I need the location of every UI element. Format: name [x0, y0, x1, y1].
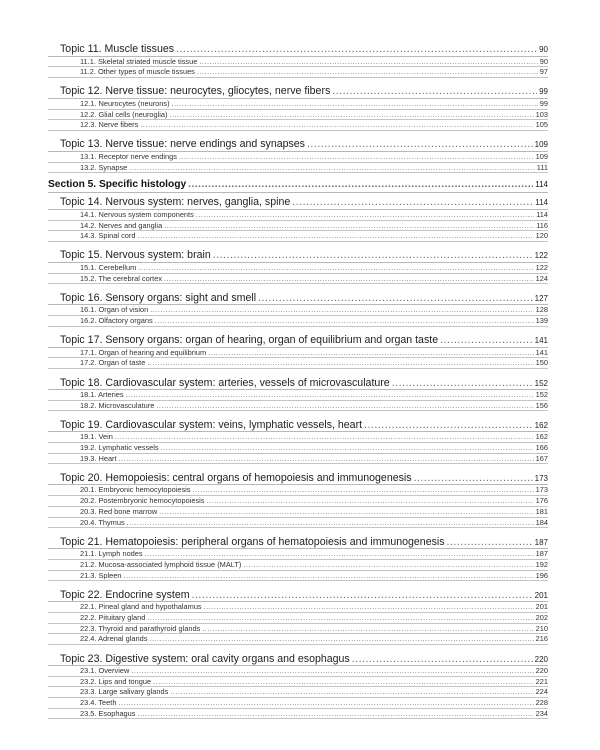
toc-entry-title: 22.4. Adrenal glands: [80, 634, 148, 644]
toc-entry-title: 23.3. Large salivary glands: [80, 687, 169, 697]
toc-topic-entry[interactable]: [48, 292, 548, 306]
toc-entry-title: Topic 16. Sensory organs: sight and smell: [60, 291, 257, 304]
toc-entry-title: 14.2. Nerves and ganglia: [80, 220, 163, 230]
toc-entry-page-number: 166: [535, 443, 548, 453]
toc-entry-title: Topic 22. Endocrine system: [60, 588, 190, 601]
toc-entry-page-number: 156: [535, 400, 548, 410]
toc-entry-title: Topic 23. Digestive system: oral cavity organs and esophagus: [60, 652, 350, 665]
toc-sub-entry[interactable]: [48, 518, 548, 529]
toc-spacer: [48, 464, 548, 472]
toc-entry-page-number: 109: [535, 151, 548, 161]
dot-leader: [204, 602, 534, 611]
toc-sub-entry[interactable]: [48, 624, 548, 635]
toc-sub-entry[interactable]: [48, 698, 548, 709]
toc-entry-title: 11.2. Other types of muscle tissues: [80, 67, 195, 77]
toc-sub-entry[interactable]: [48, 602, 548, 613]
toc-entry-title: 21.2. Mucosa-associated lymphoid tissue (MALT): [80, 559, 242, 569]
toc-entry-page-number: 216: [535, 634, 548, 644]
toc-entry-page-number: 99: [539, 98, 548, 108]
toc-sub-entry[interactable]: [48, 221, 548, 232]
dot-leader: [172, 99, 538, 108]
dot-leader: [115, 432, 534, 441]
dot-leader: [150, 305, 533, 314]
toc-entry-title: Topic 15. Nervous system: brain: [60, 249, 211, 262]
toc-sub-entry[interactable]: [48, 110, 548, 121]
dot-leader: [193, 485, 534, 494]
toc-entry-title: Topic 17. Sensory organs: organ of hearing, organ of equilibrium and organ taste: [60, 334, 439, 347]
toc-entry-page-number: 139: [535, 315, 548, 325]
toc-entry-title: Topic 12. Nerve tissue: neurocytes, gliocytes, nerve fibers: [60, 85, 331, 98]
toc-entry-title: 15.1. Cerebellum: [80, 262, 137, 272]
dot-leader: [364, 419, 533, 431]
toc-spacer: [48, 411, 548, 419]
toc-sub-entry[interactable]: [48, 560, 548, 571]
toc-entry-page-number: 127: [534, 293, 548, 303]
dot-leader: [149, 634, 533, 643]
toc-section-entry[interactable]: [48, 178, 548, 193]
toc-entry-page-number: 181: [535, 506, 548, 516]
toc-entry-page-number: 97: [539, 67, 548, 77]
toc-entry-page-number: 201: [534, 590, 548, 600]
toc-sub-entry[interactable]: [48, 454, 548, 465]
toc-sub-entry[interactable]: [48, 666, 548, 677]
toc-entry-title: 23.4. Teeth: [80, 698, 117, 708]
toc-entry-page-number: 196: [535, 570, 548, 580]
dot-leader: [147, 358, 533, 367]
toc-sub-entry[interactable]: [48, 507, 548, 518]
toc-entry-page-number: 187: [535, 549, 548, 559]
toc-sub-entry[interactable]: [48, 687, 548, 698]
toc-entry-title: 15.2. The cerebral cortex: [80, 273, 163, 283]
toc-entry-page-number: 192: [535, 559, 548, 569]
toc-entry-title: 17.1. Organ of hearing and equilibrium: [80, 347, 207, 357]
dot-leader: [213, 249, 533, 261]
toc-sub-entry[interactable]: [48, 67, 548, 78]
toc-entry-page-number: 122: [535, 262, 548, 272]
dot-leader: [258, 292, 533, 304]
toc-entry-title: 16.2. Olfactory organs: [80, 315, 153, 325]
toc-entry-page-number: 167: [535, 453, 548, 463]
toc-sub-entry[interactable]: [48, 432, 548, 443]
dot-leader: [138, 263, 533, 272]
toc-entry-page-number: 152: [534, 378, 548, 388]
toc-topic-entry[interactable]: [48, 653, 548, 667]
toc-entry-page-number: 152: [535, 390, 548, 399]
toc-entry-title: 20.3. Red bone marrow: [80, 506, 158, 516]
dot-leader: [127, 518, 534, 527]
toc-entry-title: Topic 19. Cardiovascular system: veins, lymphatic vessels, heart: [60, 418, 363, 431]
toc-entry-page-number: 90: [539, 45, 548, 54]
toc-entry-page-number: 184: [535, 517, 548, 527]
dot-leader: [124, 571, 534, 580]
toc-topic-entry[interactable]: [48, 419, 548, 433]
toc-entry-page-number: 234: [535, 708, 548, 718]
toc-entry-title: 14.1. Nervous system components: [80, 209, 194, 219]
dot-leader: [292, 196, 533, 208]
toc-sub-entry[interactable]: [48, 152, 548, 163]
dot-leader: [164, 221, 534, 230]
toc-sub-entry[interactable]: [48, 99, 548, 110]
toc-entry-page-number: 105: [535, 120, 548, 130]
toc-topic-entry[interactable]: [48, 377, 548, 391]
toc-entry-page-number: 176: [535, 496, 548, 506]
toc-entry-title: 21.1. Lymph nodes: [80, 549, 143, 559]
toc-entry-title: 18.2. Microvasculature: [80, 400, 155, 410]
toc-entry-page-number: 111: [536, 162, 548, 172]
toc-entry-title: 19.1. Vein: [80, 432, 113, 442]
toc-entry-page-number: 114: [535, 198, 548, 208]
toc-entry-page-number: 224: [535, 687, 548, 697]
dot-leader: [192, 589, 533, 601]
toc-entry-title: 19.2. Lymphatic vessels: [80, 443, 159, 453]
toc-topic-entry[interactable]: [48, 196, 548, 210]
toc-entry-page-number: 150: [535, 358, 548, 368]
toc-entry-page-number: 220: [534, 654, 548, 664]
dot-leader: [137, 709, 533, 718]
toc-entry-page-number: 162: [535, 432, 548, 442]
dot-leader: [199, 57, 537, 66]
dot-leader: [176, 43, 537, 55]
toc-entry-title: 20.1. Embryonic hemocytopoiesis: [80, 485, 191, 495]
toc-spacer: [48, 284, 548, 292]
toc-entry-title: 18.1. Arteries: [80, 390, 124, 399]
toc-entry-page-number: 128: [535, 305, 548, 315]
toc-sub-entry[interactable]: [48, 443, 548, 454]
toc-sub-entry[interactable]: [48, 263, 548, 274]
toc-spacer: [48, 369, 548, 377]
dot-leader: [129, 163, 535, 172]
toc-sub-entry[interactable]: [48, 305, 548, 316]
dot-leader: [197, 67, 538, 76]
toc-topic-entry[interactable]: [48, 334, 548, 348]
toc-entry-page-number: 220: [535, 666, 548, 675]
table-of-contents: [48, 43, 548, 719]
toc-topic-entry[interactable]: [48, 472, 548, 486]
dot-leader: [147, 613, 533, 622]
dot-leader: [243, 560, 533, 569]
dot-leader: [170, 110, 534, 119]
toc-entry-page-number: 201: [535, 602, 548, 612]
dot-leader: [170, 687, 533, 696]
dot-leader: [140, 120, 533, 129]
dot-leader: [164, 274, 534, 283]
dot-leader: [179, 152, 534, 161]
toc-entry-title: 21.3. Spleen: [80, 570, 122, 580]
toc-entry-page-number: 99: [539, 87, 548, 97]
toc-topic-entry[interactable]: [48, 249, 548, 263]
toc-sub-entry[interactable]: [48, 120, 548, 131]
dot-leader: [447, 536, 533, 548]
toc-entry-title: Topic 20. Hemopoiesis: central organs of hemopoiesis and immunogenesis: [60, 471, 412, 484]
dot-leader: [196, 210, 534, 219]
dot-leader: [161, 443, 534, 452]
toc-topic-entry[interactable]: [48, 589, 548, 603]
dot-leader: [307, 138, 533, 150]
toc-spacer: [48, 581, 548, 589]
toc-sub-entry[interactable]: [48, 210, 548, 221]
toc-topic-entry[interactable]: [48, 85, 548, 99]
dot-leader: [202, 624, 533, 633]
toc-entry-title: 14.3. Spinal cord: [80, 231, 136, 241]
toc-entry-page-number: 221: [535, 676, 548, 686]
toc-entry-page-number: 173: [534, 473, 548, 483]
toc-sub-entry[interactable]: [48, 634, 548, 645]
toc-entry-title: 16.1. Organ of vision: [80, 305, 149, 315]
toc-entry-title: Topic 14. Nervous system: nerves, ganglia, spine: [60, 196, 291, 209]
toc-entry-title: 20.2. Postembryonic hemocytopoiesis: [80, 496, 205, 506]
dot-leader: [206, 496, 533, 505]
toc-spacer: [48, 242, 548, 250]
toc-entry-title: Topic 18. Cardiovascular system: arteries, vessels of microvasculature: [60, 376, 390, 389]
toc-entry-page-number: 210: [535, 623, 548, 633]
toc-entry-page-number: 162: [534, 420, 548, 430]
toc-entry-title: 17.2. Organ of taste: [80, 358, 146, 368]
toc-entry-title: 23.2. Lips and tongue: [80, 676, 152, 686]
toc-sub-entry[interactable]: [48, 57, 548, 68]
toc-entry-title: Topic 11. Muscle tissues: [60, 43, 175, 55]
dot-leader: [153, 677, 534, 686]
toc-entry-title: 12.3. Nerve fibers: [80, 120, 139, 130]
toc-entry-title: 12.2. Glial cells (neuroglia): [80, 109, 168, 119]
dot-leader: [392, 377, 533, 389]
toc-entry-page-number: 187: [534, 537, 548, 547]
toc-entry-title: Topic 13. Nerve tissue: nerve endings and synapses: [60, 138, 305, 151]
toc-entry-title: 20.4. Thymus: [80, 517, 125, 527]
toc-spacer: [48, 645, 548, 653]
dot-leader: [126, 390, 534, 399]
toc-sub-entry[interactable]: [48, 274, 548, 285]
toc-entry-title: 23.1. Overview: [80, 666, 130, 675]
toc-entry-page-number: 114: [536, 209, 548, 219]
toc-entry-page-number: 114: [535, 179, 548, 189]
toc-entry-page-number: 141: [535, 347, 548, 357]
dot-leader: [352, 653, 533, 665]
dot-leader: [332, 85, 537, 97]
toc-entry-title: Section 5. Specific histology: [48, 178, 187, 190]
toc-spacer: [48, 528, 548, 536]
toc-sub-entry[interactable]: [48, 163, 548, 174]
toc-spacer: [48, 131, 548, 139]
toc-spacer: [48, 327, 548, 335]
toc-entry-page-number: 202: [535, 612, 548, 622]
toc-entry-title: 13.1. Receptor nerve endings: [80, 151, 177, 161]
toc-entry-page-number: 124: [535, 273, 548, 283]
toc-entry-page-number: 109: [534, 140, 548, 150]
toc-entry-page-number: 116: [536, 220, 548, 230]
dot-leader: [155, 316, 534, 325]
toc-sub-entry[interactable]: [48, 348, 548, 359]
dot-leader: [119, 454, 534, 463]
toc-entry-page-number: 90: [539, 56, 548, 66]
dot-leader: [156, 401, 533, 410]
dot-leader: [208, 348, 534, 357]
toc-sub-entry[interactable]: [48, 316, 548, 327]
toc-sub-entry[interactable]: [48, 613, 548, 624]
toc-entry-title: 19.3. Heart: [80, 453, 117, 463]
toc-sub-entry[interactable]: [48, 358, 548, 369]
toc-entry-title: 22.3. Thyroid and parathyroid glands: [80, 623, 201, 633]
toc-spacer: [48, 173, 548, 177]
toc-topic-entry[interactable]: [48, 536, 548, 550]
toc-sub-entry[interactable]: [48, 390, 548, 401]
toc-entry-title: 22.1. Pineal gland and hypothalamus: [80, 602, 202, 612]
toc-sub-entry[interactable]: [48, 485, 548, 496]
toc-entry-title: 12.1. Neurocytes (neurons): [80, 98, 170, 108]
toc-sub-entry[interactable]: [48, 401, 548, 412]
dot-leader: [145, 549, 534, 558]
toc-sub-entry[interactable]: [48, 496, 548, 507]
toc-entry-title: 22.2. Pituitary gland: [80, 612, 146, 622]
toc-entry-page-number: 141: [534, 336, 548, 346]
dot-leader: [118, 698, 533, 707]
toc-spacer: [48, 78, 548, 86]
dot-leader: [440, 334, 533, 346]
toc-entry-title: 23.5. Esophagus: [80, 708, 136, 718]
dot-leader: [188, 178, 533, 192]
toc-topic-entry[interactable]: [48, 138, 548, 152]
toc-sub-entry[interactable]: [48, 709, 548, 720]
toc-entry-title: Topic 21. Hematopoiesis: peripheral organs of hematopoiesis and immunogenesis: [60, 535, 445, 548]
toc-sub-entry[interactable]: [48, 677, 548, 688]
toc-entry-page-number: 173: [535, 485, 548, 495]
toc-entry-title: 13.2. Synapse: [80, 162, 128, 172]
dot-leader: [414, 472, 533, 484]
toc-sub-entry[interactable]: [48, 231, 548, 242]
toc-sub-entry[interactable]: [48, 549, 548, 560]
toc-sub-entry[interactable]: [48, 571, 548, 582]
toc-entry-title: 11.1. Skeletal striated muscle tissue: [80, 56, 198, 66]
dot-leader: [159, 507, 533, 516]
dot-leader: [131, 666, 533, 675]
toc-entry-page-number: 228: [535, 698, 548, 708]
toc-topic-entry[interactable]: [48, 43, 548, 57]
toc-entry-page-number: 122: [534, 251, 548, 261]
toc-entry-page-number: 120: [535, 231, 548, 241]
toc-entry-page-number: 103: [535, 109, 548, 119]
dot-leader: [137, 231, 533, 240]
